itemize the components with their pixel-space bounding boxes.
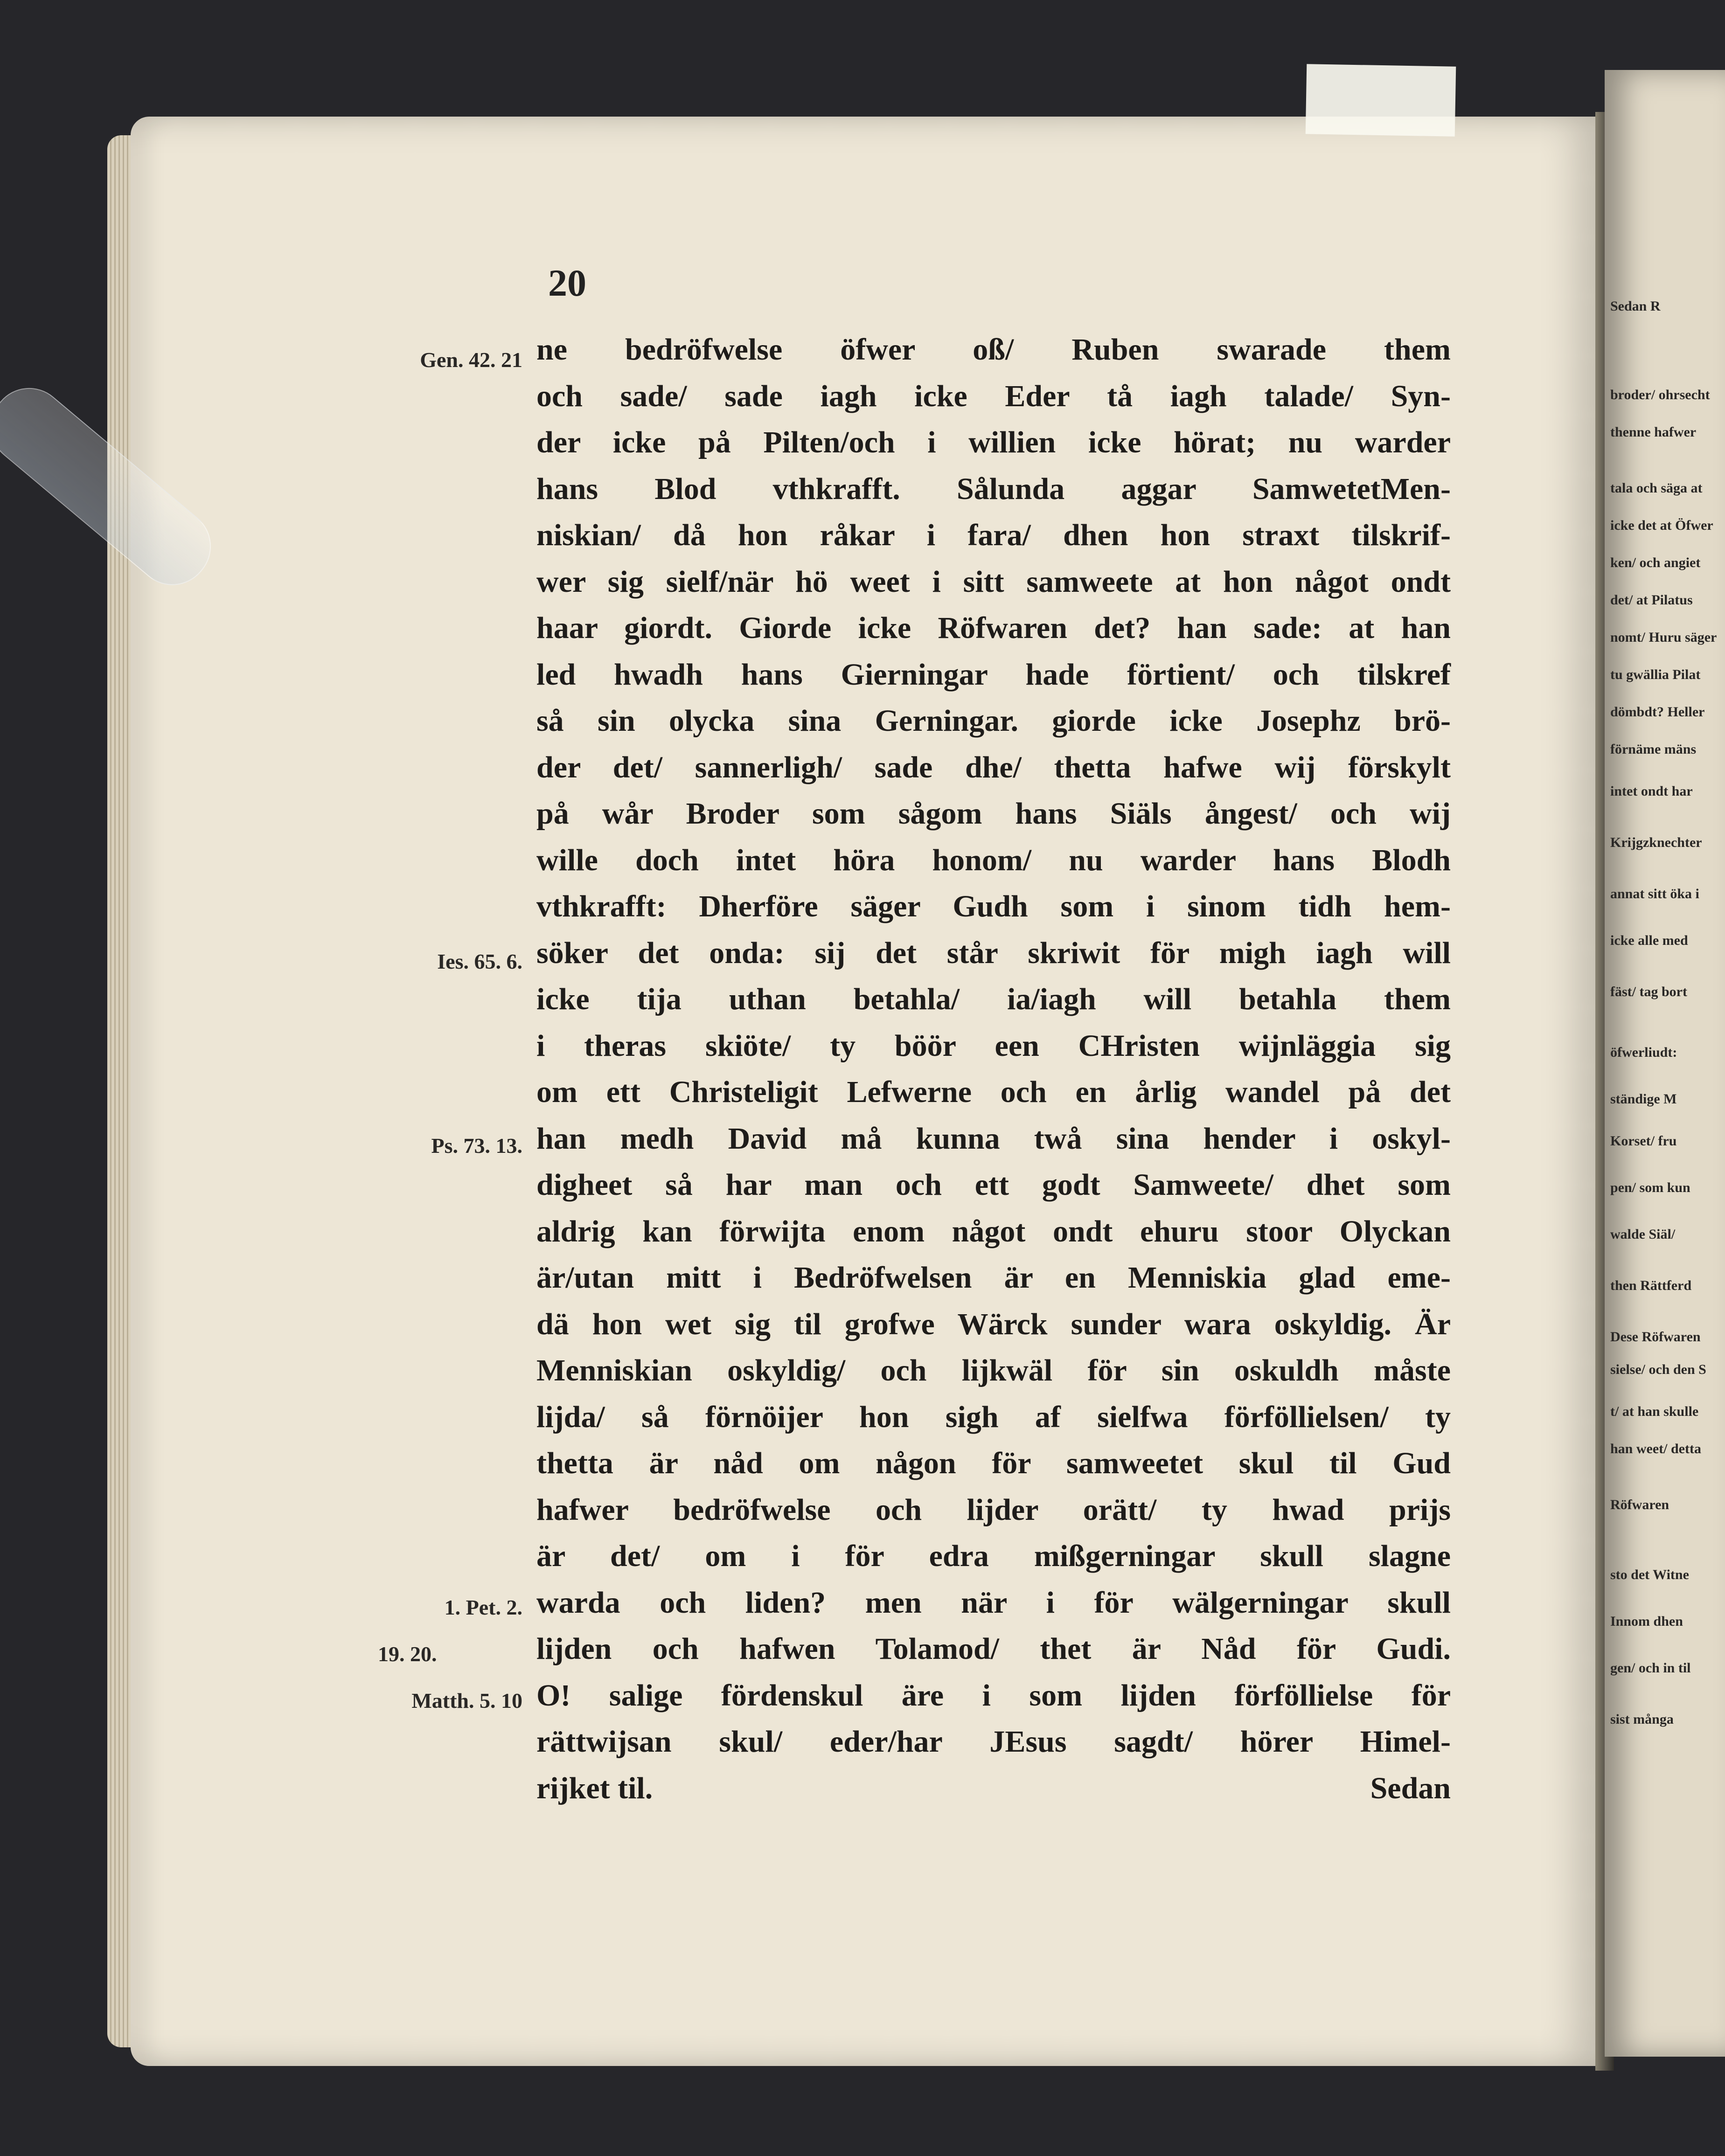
facing-page-line: thenne hafwer <box>1610 424 1697 440</box>
margin-note: Ies. 65. 6. <box>437 950 522 973</box>
text-line-content: der det/ sannerligh/ sade dhe/ thetta hafwe wij förskylt <box>536 750 1451 784</box>
facing-page-line: walde Siäl/ <box>1610 1227 1676 1242</box>
facing-page <box>1605 70 1725 2057</box>
margin-note: 1. Pet. 2. <box>444 1595 522 1619</box>
facing-page-line: nomt/ Huru säger <box>1610 630 1717 645</box>
facing-page-line: broder/ ohrsecht <box>1610 387 1710 402</box>
text-line <box>536 1440 1451 1487</box>
text-line-content: han medh David må kunna twå sina hender i oskyl- <box>536 1121 1451 1156</box>
text-line <box>536 1672 1451 1719</box>
facing-page-line: han weet/ detta <box>1610 1441 1701 1456</box>
text-line-content: hafwer bedröfwelse och lijder orätt/ ty hwad prijs <box>536 1492 1451 1527</box>
text-line-content: digheet så har man och ett godt Samweete/ dhet som <box>536 1168 1451 1202</box>
margin-note: Ps. 73. 13. <box>431 1134 522 1158</box>
text-line <box>536 1580 1451 1626</box>
facing-page-line: annat sitt öka i <box>1610 886 1699 901</box>
text-line <box>536 1208 1451 1255</box>
facing-page-line: Innom dhen <box>1610 1614 1683 1629</box>
text-line <box>536 326 1451 373</box>
facing-page-line: Röfwaren <box>1610 1497 1669 1512</box>
text-line-content: lijda/ så förnöijer hon sigh af sielfwa förföllielsen/ ty <box>536 1400 1451 1434</box>
text-line-content: niskian/ då hon råkar i fara/ dhen hon straxt tilskrif- <box>536 518 1451 552</box>
facing-page-line: ständige M <box>1610 1091 1677 1107</box>
text-line-content: söker det onda: sij det står skriwit för migh iagh will <box>536 936 1451 970</box>
text-line <box>536 1394 1451 1441</box>
text-line-content: vthkrafft: Dherföre säger Gudh som i sinom tidh hem- <box>536 889 1451 923</box>
facing-page-line: sto det Witne <box>1610 1567 1689 1582</box>
text-line-content: i theras skiöte/ ty böör een CHristen wijnläggia sig <box>536 1028 1451 1063</box>
text-line <box>536 1533 1451 1580</box>
text-line-content: icke tija uthan betahla/ ia/iagh will betahla them <box>536 982 1451 1016</box>
text-line-content: wille doch intet höra honom/ nu warder hans Blodh <box>536 843 1451 877</box>
text-line <box>536 1069 1451 1116</box>
text-line <box>536 1116 1451 1162</box>
facing-page-line: Sedan R <box>1610 298 1661 314</box>
text-line-content: om ett Christeligit Lefwerne och en årlig wandel på det <box>536 1075 1451 1109</box>
text-line <box>536 930 1451 977</box>
text-line-content: rijket til. <box>536 1771 653 1805</box>
text-line <box>536 1626 1451 1672</box>
text-line <box>536 512 1451 559</box>
text-line <box>536 744 1451 791</box>
text-line-content: hans Blod vthkrafft. Sålunda aggar SamwetetMen- <box>536 471 1451 506</box>
text-line <box>536 1487 1451 1533</box>
facing-page-line: dömbdt? Heller <box>1610 704 1705 720</box>
text-line <box>536 1719 1451 1765</box>
facing-page-line: gen/ och in til <box>1610 1660 1691 1676</box>
facing-page-line: sielse/ och den S <box>1610 1362 1706 1377</box>
text-line-content: lijden och hafwen Tolamod/ thet är Nåd för Gudi. <box>536 1632 1451 1666</box>
text-line-content: ne bedröfwelse öfwer oß/ Ruben swarade them <box>536 333 1451 367</box>
text-line-content: är/utan mitt i Bedröfwelsen är en Menniskia glad eme- <box>536 1261 1451 1295</box>
text-line <box>536 1301 1451 1348</box>
facing-page-line: fäst/ tag bort <box>1610 984 1687 999</box>
text-line-content: led hwadh hans Gierningar hade förtient/ och tilskref <box>536 657 1451 692</box>
text-line <box>536 1347 1451 1394</box>
facing-page-line: ken/ och angiet <box>1610 555 1701 570</box>
facing-page-line: t/ at han skulle <box>1610 1404 1699 1419</box>
text-line <box>536 373 1451 420</box>
text-line <box>536 652 1451 698</box>
text-line-content: warda och liden? men när i för wälgerningar skull <box>536 1585 1451 1620</box>
page-number: 20 <box>548 262 586 304</box>
facing-page-line: tu gwällia Pilat <box>1610 667 1701 682</box>
text-line <box>536 1023 1451 1069</box>
text-line <box>536 1255 1451 1301</box>
facing-page-line: förnäme mäns <box>1610 742 1697 757</box>
facing-page-line: then Rättferd <box>1610 1278 1692 1293</box>
text-line-content: dä hon wet sig til grofwe Wärck sunder wara oskyldig. Är <box>536 1307 1451 1341</box>
text-line <box>536 837 1451 884</box>
text-line-content: rättwijsan skul/ eder/har JEsus sagdt/ hörer Himel- <box>536 1725 1451 1759</box>
facing-page-line: det/ at Pilatus <box>1610 592 1693 608</box>
text-line <box>536 976 1451 1023</box>
paper-tab <box>1306 64 1456 137</box>
margin-note: Gen. 42. 21 <box>420 348 522 372</box>
text-line <box>536 1765 1451 1812</box>
text-line <box>536 419 1451 466</box>
text-line-content: så sin olycka sina Gerningar. giorde icke Josephz brö- <box>536 704 1451 738</box>
facing-page-line: Krijgzknechter <box>1610 835 1702 850</box>
margin-note: 19. 20. <box>378 1642 437 1666</box>
facing-page-line: icke alle med <box>1610 933 1688 948</box>
text-line <box>536 605 1451 652</box>
text-line-content: thetta är nåd om någon för samweetet skul til Gud <box>536 1446 1451 1480</box>
margin-note: Matth. 5. 10 <box>411 1689 522 1712</box>
text-line-content: O! salige fördenskul äre i som lijden förföllielse för <box>536 1678 1451 1712</box>
text-line-content: och sade/ sade iagh icke Eder tå iagh talade/ Syn- <box>536 379 1451 413</box>
facing-page-line: icke det at Öfwer <box>1610 518 1713 533</box>
text-line-content: på wår Broder som sågom hans Siäls ångest/ och wij <box>536 797 1451 831</box>
text-line-content: aldrig kan förwijta enom något ondt ehuru stoor Olyckan <box>536 1214 1451 1248</box>
text-line <box>536 883 1451 930</box>
text-line-content: wer sig sielf/när hö weet i sitt samweete at hon något ondt <box>536 564 1451 599</box>
text-line <box>536 698 1451 744</box>
text-line <box>536 790 1451 837</box>
catchword: Sedan <box>1370 1771 1451 1805</box>
text-line-content: är det/ om i för edra mißgerningar skull slagne <box>536 1539 1451 1573</box>
body-text <box>536 326 1451 1811</box>
text-line-content: der icke på Pilten/och i willien icke hörat; nu warder <box>536 425 1451 459</box>
text-line <box>536 466 1451 513</box>
text-line-content: haar giordt. Giorde icke Röfwaren det? han sade: at han <box>536 611 1451 645</box>
facing-page-line: tala och säga at <box>1610 480 1703 496</box>
text-line <box>536 1162 1451 1208</box>
facing-page-line: sist många <box>1610 1712 1674 1727</box>
facing-page-line: öfwerliudt: <box>1610 1045 1677 1060</box>
facing-page-line: Korset/ fru <box>1610 1133 1677 1149</box>
facing-page-line: Dese Röfwaren <box>1610 1329 1701 1345</box>
facing-page-line: intet ondt har <box>1610 783 1693 799</box>
text-line <box>536 559 1451 605</box>
text-line-content: Menniskian oskyldig/ och lijkwäl för sin oskuldh måste <box>536 1353 1451 1387</box>
facing-page-line: pen/ som kun <box>1610 1180 1690 1195</box>
